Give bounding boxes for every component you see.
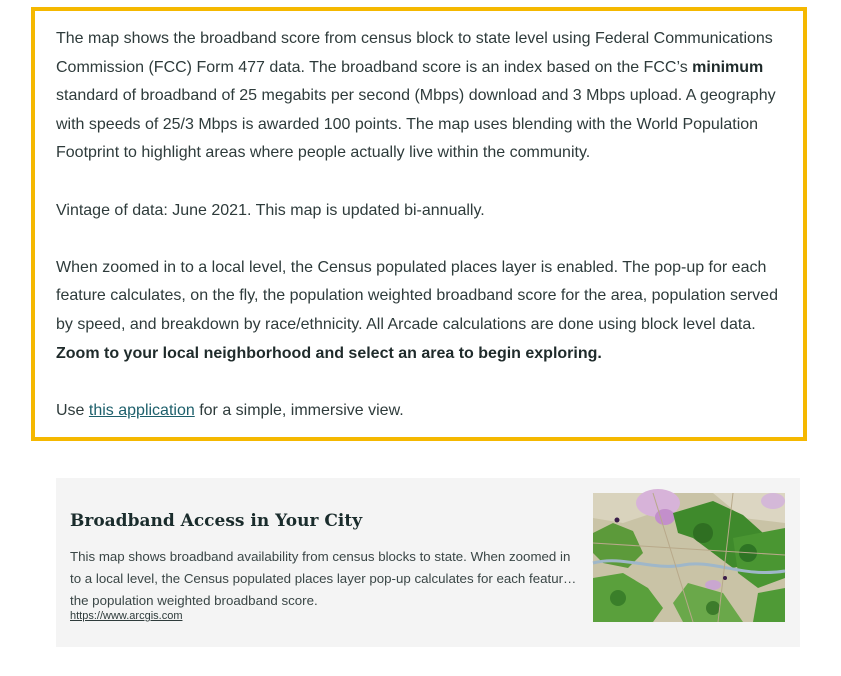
card-url-link[interactable]: https://www.arcgis.com xyxy=(70,610,183,622)
description-bold-minimum: minimum xyxy=(692,58,764,76)
description-text-3: When zoomed in to a local level, the Census populated places layer is enabled. The pop-up for each feature calculates, on the fly, the population weighted broadband score for the area, population served by speed, and breakdown by race/ethnicity. All Arcade calculations are done using block level data. xyxy=(56,258,778,333)
map-thumbnail[interactable] xyxy=(593,493,785,622)
highlighted-description-box xyxy=(31,7,807,441)
use-prefix: Use xyxy=(56,401,89,419)
this-application-link[interactable]: this application xyxy=(88,401,195,419)
map-thumbnail-image xyxy=(593,493,785,622)
description-paragraph-vintage: Vintage of data: June 2021. This map is updated bi-annually. xyxy=(56,201,485,219)
description-paragraph-3 xyxy=(56,254,783,368)
map-preview-card[interactable] xyxy=(56,478,800,647)
use-suffix: for a simple, immersive view. xyxy=(194,401,404,419)
description-text-1a: The map shows the broadband score from census block to state level using Federal Communications Commission (FCC) Form 477 data. The broadband score is an index based on the FCC’s xyxy=(56,30,773,76)
card-title[interactable]: Broadband Access in Your City xyxy=(70,511,363,531)
card-description: This map shows broadband availability from census blocks to state. When zoomed in to a local level, the Census populated places layer pop-up calculates for each feature the population weighted broadband score. xyxy=(70,549,571,608)
description-text-1b: standard of broadband of 25 megabits per second (Mbps) download and 3 Mbps upload. A geography with speeds of 25/3 Mbps is awarded 100 points. The map uses blending with the World Population Footprint to highlight areas where people actually live within the community. xyxy=(56,87,776,162)
description-paragraph-4 xyxy=(56,397,783,426)
description-bold-zoom: Zoom to your local neighborhood and select an area to begin exploring. xyxy=(56,344,602,362)
description-paragraph-1 xyxy=(56,25,783,168)
